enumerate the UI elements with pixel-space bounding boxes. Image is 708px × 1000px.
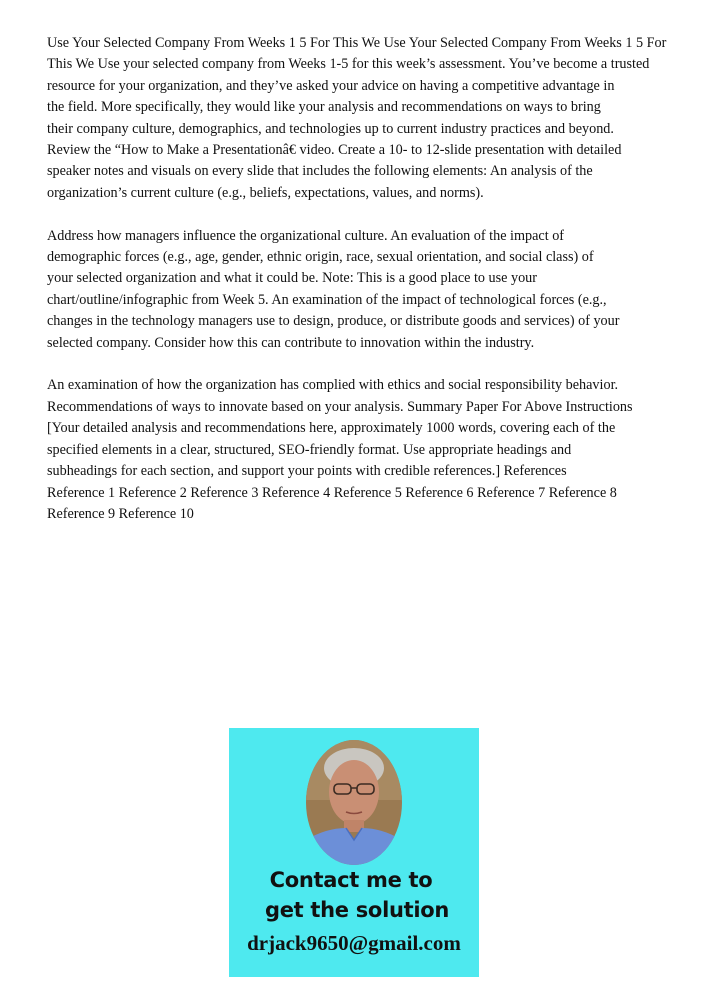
text-line: demographic forces (e.g., age, gender, ethnic origin, race, sexual orientation, and social class) of bbox=[47, 249, 594, 266]
document-body bbox=[47, 33, 687, 525]
portrait-photo bbox=[306, 740, 402, 865]
text-line: Reference 1 Reference 2 Reference 3 Reference 4 Reference 5 Reference 6 Reference 7 Reference 8 bbox=[47, 484, 617, 501]
ad-headline-line1: Contact me to bbox=[269, 868, 433, 892]
paragraph-gap bbox=[47, 354, 687, 375]
text-line: your selected organization and what it could be. Note: This is a good place to use your bbox=[47, 270, 538, 287]
text-line: speaker notes and visuals on every slide that includes the following elements: An analysis of the bbox=[47, 163, 593, 180]
text-line: Use Your Selected Company From Weeks 1 5 For This We Use Your Selected Company From Weeks 1 5 For bbox=[47, 35, 667, 51]
contact-email[interactable]: drjack9650@gmail.com bbox=[247, 931, 461, 955]
text-line: [Your detailed analysis and recommendations here, approximately 1000 words, covering each of the bbox=[47, 420, 616, 437]
paragraph-2 bbox=[47, 226, 687, 354]
text-line: Reference 9 Reference 10 bbox=[47, 505, 194, 522]
ad-headline-line2: get the solution bbox=[264, 898, 450, 922]
text-line: Review the “How to Make a Presentationâ€ video. Create a 10- to 12-slide presentation with detailed bbox=[47, 142, 622, 159]
text-line: subheadings for each section, and support your points with credible references.] References bbox=[47, 463, 567, 480]
text-line: selected company. Consider how this can contribute to innovation within the industry. bbox=[47, 334, 535, 351]
text-line: specified elements in a clear, structured, SEO-friendly format. Use appropriate headings and bbox=[47, 441, 572, 458]
text-line: Address how managers influence the organizational culture. An evaluation of the impact of bbox=[47, 227, 565, 244]
text-line: their company culture, demographics, and technologies up to current industry practices and beyond. bbox=[47, 120, 614, 137]
contact-ad-banner[interactable] bbox=[229, 728, 479, 977]
text-line: This We Use your selected company from Weeks 1-5 for this week’s assessment. You’ve become a trusted bbox=[47, 56, 650, 73]
text-line: Recommendations of ways to innovate based on your analysis. Summary Paper For Above Instructions bbox=[47, 398, 633, 415]
paragraph-3 bbox=[47, 375, 687, 525]
text-line: organization’s current culture (e.g., beliefs, expectations, values, and norms). bbox=[47, 184, 484, 201]
text-line: chart/outline/infographic from Week 5. An examination of the impact of technological forces (e.g., bbox=[47, 291, 607, 308]
paragraph-gap bbox=[47, 204, 687, 225]
text-line: changes in the technology managers use to design, produce, or distribute goods and services) of your bbox=[47, 313, 620, 330]
text-line: An examination of how the organization has complied with ethics and social responsibility behavior. bbox=[47, 377, 619, 394]
text-line: resource for your organization, and they’ve asked your advice on having a competitive advantage in bbox=[47, 77, 615, 94]
text-line: the field. More specifically, they would like your analysis and recommendations on ways to bring bbox=[47, 99, 601, 116]
paragraph-1 bbox=[47, 33, 687, 204]
